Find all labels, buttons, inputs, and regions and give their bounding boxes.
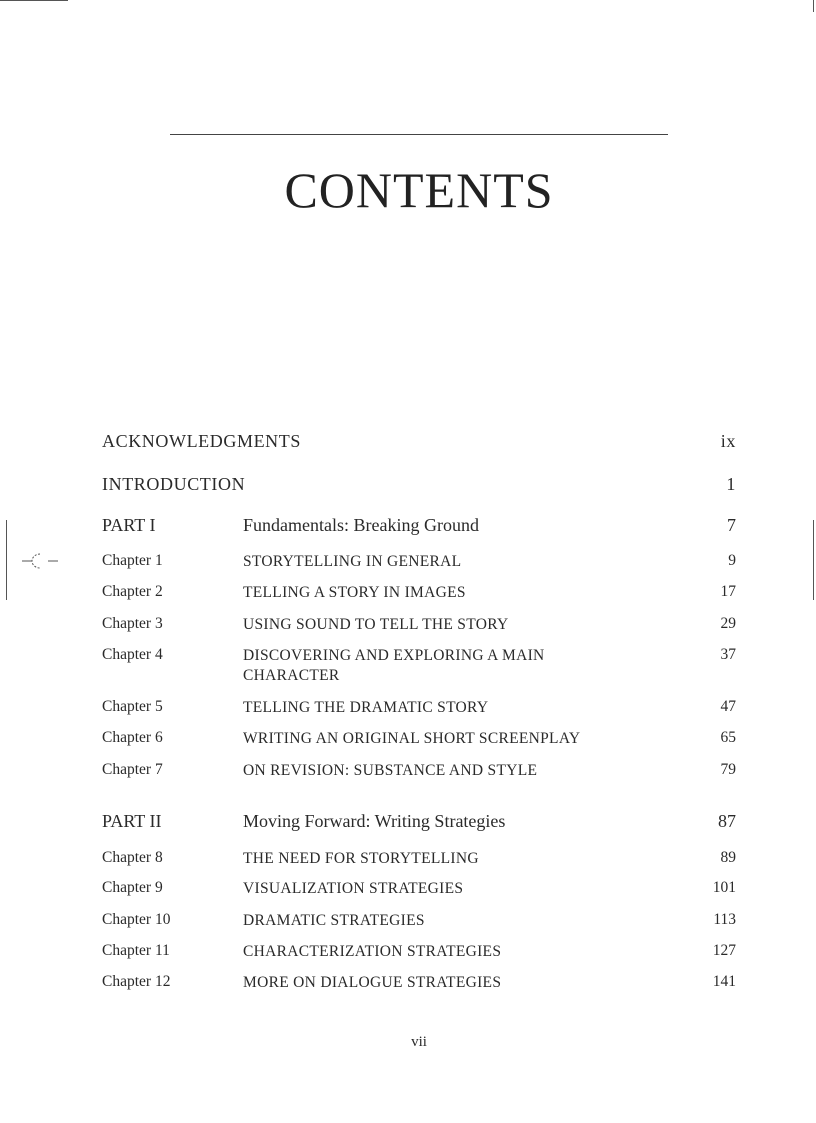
page-number: vii (411, 1034, 427, 1050)
part-title: Fundamentals: Breaking Ground (243, 515, 479, 535)
chapter-title: DRAMATIC STRATEGIES (243, 912, 425, 929)
chapter-title: VISUALIZATION STRATEGIES (243, 880, 464, 897)
chapter-page: 9 (728, 552, 736, 569)
chapter-label: Chapter 5 (102, 698, 163, 715)
chapter-page: 113 (713, 911, 736, 928)
entry-page: ix (720, 431, 736, 451)
chapter-label: Chapter 10 (102, 911, 171, 928)
registration-mark-icon (22, 551, 60, 571)
page-title: CONTENTS (284, 162, 554, 218)
chapter-title: MORE ON DIALOGUE STRATEGIES (243, 974, 502, 991)
part-label: PART II (102, 811, 162, 831)
chapter-label: Chapter 6 (102, 729, 163, 746)
chapter-title: USING SOUND TO TELL THE STORY (243, 616, 509, 633)
chapter-title: THE NEED FOR STORYTELLING (243, 850, 479, 867)
crop-mark-top-right (813, 0, 814, 12)
chapter-page: 65 (720, 729, 736, 746)
chapter-page: 37 (720, 646, 736, 663)
chapter-page: 29 (720, 615, 736, 632)
chapter-title: TELLING THE DRAMATIC STORY (243, 699, 489, 716)
chapter-title: ON REVISION: SUBSTANCE AND STYLE (243, 762, 538, 779)
crop-mark-top-left (0, 0, 68, 1)
chapter-label: Chapter 12 (102, 973, 171, 990)
crop-mark-right (813, 520, 814, 600)
entry-page: 1 (726, 474, 736, 494)
crop-mark-left (6, 520, 7, 600)
heading-rule (170, 134, 668, 135)
chapter-page: 79 (720, 761, 736, 778)
chapter-page: 141 (712, 973, 736, 990)
chapter-page: 47 (720, 698, 736, 715)
part-title: Moving Forward: Writing Strategies (243, 811, 506, 831)
chapter-label: Chapter 4 (102, 646, 163, 663)
part-page: 7 (727, 515, 736, 535)
chapter-label: Chapter 7 (102, 761, 163, 778)
chapter-page: 89 (720, 849, 736, 866)
chapter-label: Chapter 11 (102, 942, 170, 959)
chapter-title: WRITING AN ORIGINAL SHORT SCREENPLAY (243, 730, 581, 747)
chapter-label: Chapter 2 (102, 583, 163, 600)
chapter-title: STORYTELLING IN GENERAL (243, 553, 462, 570)
chapter-label: Chapter 8 (102, 849, 163, 866)
chapter-label: Chapter 9 (102, 879, 163, 896)
chapter-title: CHARACTERIZATION STRATEGIES (243, 943, 502, 960)
chapter-page: 127 (712, 942, 736, 959)
chapter-page: 101 (712, 879, 736, 896)
part-label: PART I (102, 515, 156, 535)
chapter-label: Chapter 1 (102, 552, 163, 569)
entry-title: INTRODUCTION (102, 474, 246, 494)
chapter-label: Chapter 3 (102, 615, 163, 632)
chapter-page: 17 (720, 583, 736, 600)
entry-title: ACKNOWLEDGMENTS (102, 431, 301, 451)
chapter-title: TELLING A STORY IN IMAGES (243, 584, 466, 601)
part-page: 87 (718, 811, 736, 831)
chapter-title: DISCOVERING AND EXPLORING A MAIN CHARACTER (243, 647, 545, 684)
